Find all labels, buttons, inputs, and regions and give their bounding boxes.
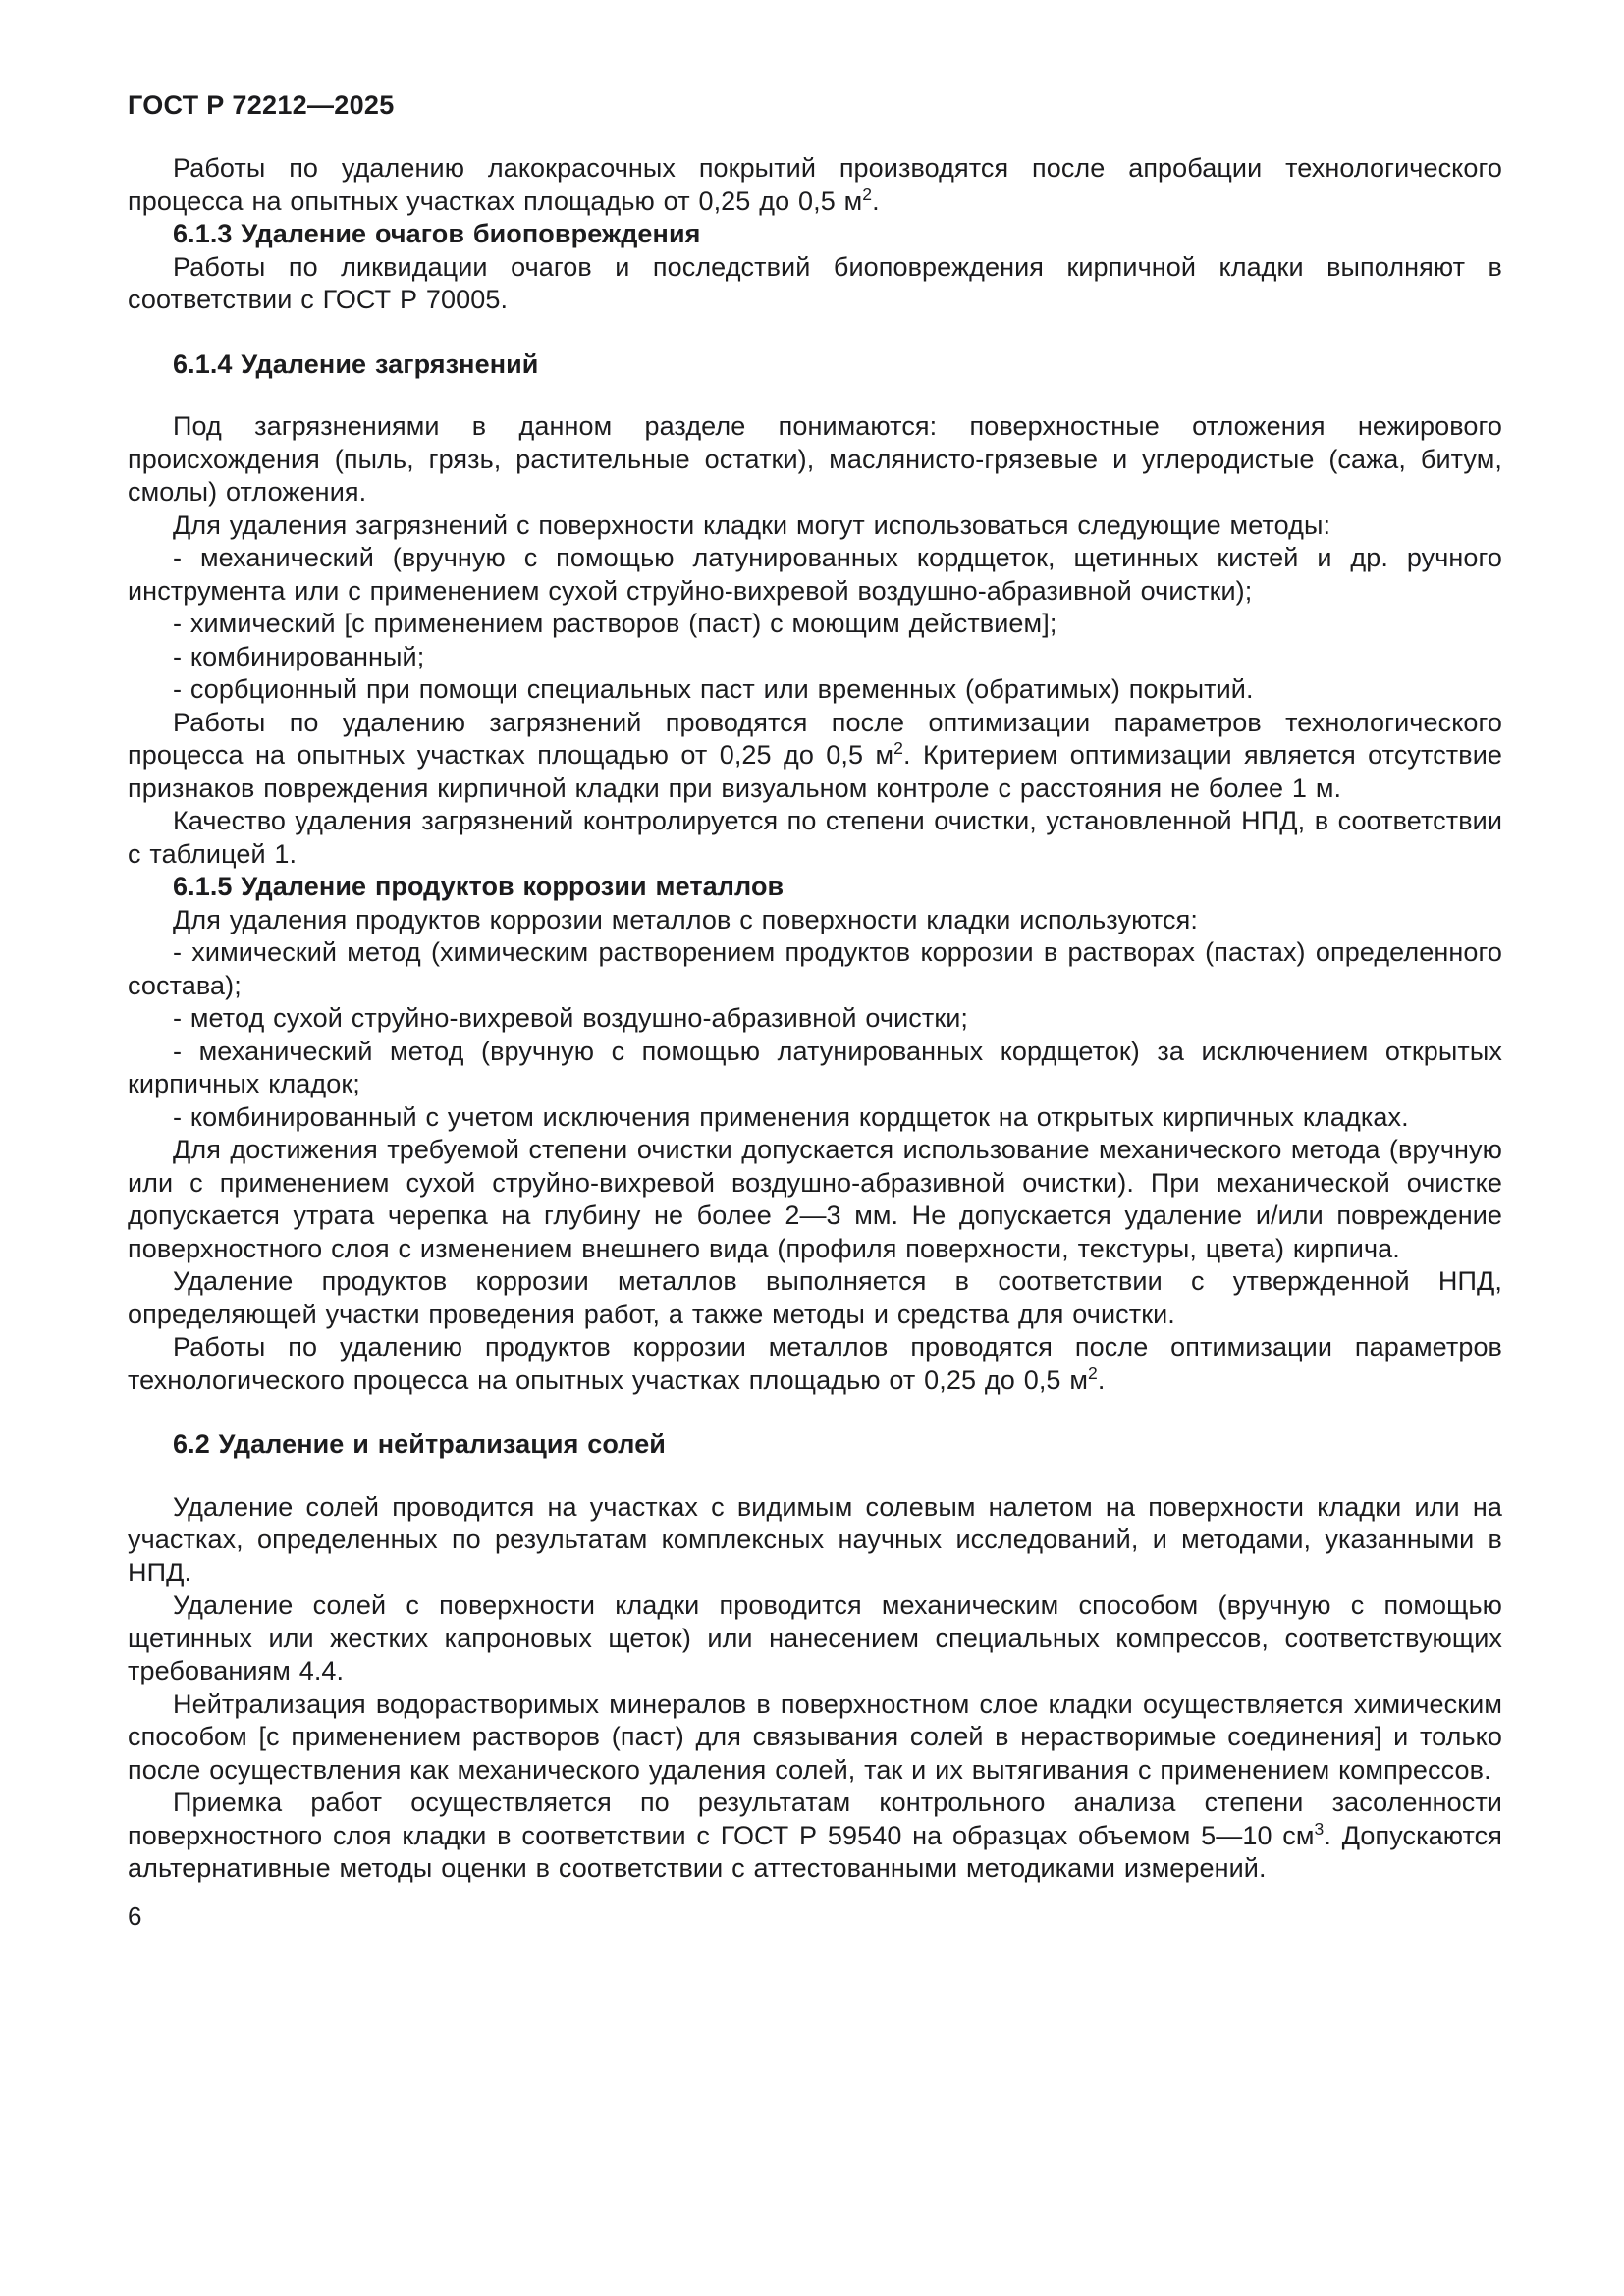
paragraph: - метод сухой струйно-вихревой воздушно-абразивной очистки; xyxy=(173,1003,969,1033)
paragraph: Для удаления загрязнений с поверхности кладки могут использоваться следующие методы: xyxy=(173,509,1331,540)
paragraph: - механический метод (вручную с помощью латунированных кордщеток) за исключением открытых кирпичных кладок; xyxy=(128,1036,1502,1098)
paragraph: Нейтрализация водорастворимых минералов в поверхностном слое кладки осуществляется химическим способом [с применением растворов (паст) для связывания солей в нерастворимые соединения] и только после осуществления как механического удаления солей, так и их вытягивания с применением компрессов. xyxy=(128,1688,1502,1785)
superscript: 3 xyxy=(1314,1818,1325,1839)
paragraph: Удаление продуктов коррозии металлов выполняется в соответствии с утвержденной НПД, определяющей участки проведения работ, а также методы и средства для очистки. xyxy=(128,1266,1502,1329)
paragraph: Для удаления продуктов коррозии металлов с поверхности кладки используются: xyxy=(173,904,1198,934)
paragraph: - комбинированный; xyxy=(173,641,425,671)
page-number: 6 xyxy=(128,1900,142,1931)
paragraph: Для достижения требуемой степени очистки допускается использование механического метода (вручную или с применением сухой струйно-вихревой воздушно-абразивной очистки). При механической очистке допускается утрата черепка на глубину не более 2—3 мм. Не допускается удаление и/или повреждение поверхностного слоя с изменением внешнего вида (профиля поверхности, текстуры, цвета) кирпича. xyxy=(128,1135,1502,1263)
paragraph: Удаление солей с поверхности кладки проводится механическим способом (вручную с помощью щетинных или жестких капроновых щеток) или нанесением специальных компрессов, соответствующих требованиям 4.4. xyxy=(128,1590,1502,1685)
paragraph: Работы по удалению загрязнений проводятся после оптимизации параметров технологического процесса на опытных участках площадью от 0,25 до 0,5 $м^2$. Критерием оптимизации является отсутствие признаков повреждения кирпичной кладки при визуальном контроле с расстояния не более 1 м. xyxy=(128,707,1502,803)
paragraph: - химический [с применением растворов (паст) с моющим действием]; xyxy=(173,609,1057,638)
paragraph: - комбинированный с учетом исключения применения кордщеток на открытых кирпичных кладках. xyxy=(173,1101,1409,1132)
paragraph: - сорбционный при помощи специальных паст или временных (обратимых) покрытий. xyxy=(173,674,1254,704)
paragraph: Работы по удалению продуктов коррозии металлов проводятся после оптимизации параметров технологического процесса на опытных участках площадью от 0,25 до 0,5 $м^2$. xyxy=(128,1332,1502,1395)
paragraph: Удаление солей проводится на участках с видимым солевым налетом на поверхности кладки или на участках, определенных по результатам комплексных научных исследований, и методами, указанными в НПД. xyxy=(128,1491,1502,1587)
section-heading: 6.1.5 Удаление продуктов коррозии металлов xyxy=(173,872,785,901)
paragraph: Работы по удалению лакокрасочных покрытий производятся после апробации технологического процесса на опытных участках площадью от 0,25 до 0,5 $м^2$. xyxy=(128,153,1502,216)
superscript: 2 xyxy=(1088,1362,1098,1383)
superscript: 2 xyxy=(893,738,904,758)
paragraph: Под загрязнениями в данном разделе понимаются: поверхностные отложения нежирового происхождения (пыль, грязь, растительные остатки), маслянисто-грязевые и углеродистые (сажа, битум, смолы) отложения. xyxy=(128,411,1502,507)
superscript: 2 xyxy=(862,184,873,204)
section-heading: 6.1.4 Удаление загрязнений xyxy=(173,348,539,379)
document-body xyxy=(128,152,1502,1886)
paragraph: Качество удаления загрязнений контролируется по степени очистки, установленной НПД, в соответствии с таблицей 1. xyxy=(128,806,1502,869)
paragraph: Работы по ликвидации очагов и последствий биоповреждения кирпичной кладки выполняют в соответствии с ГОСТ Р 70005. xyxy=(128,251,1502,314)
section-heading: 6.2 Удаление и нейтрализация солей xyxy=(173,1429,667,1459)
section-heading: 6.1.3 Удаление очагов биоповреждения xyxy=(173,219,701,248)
paragraph: - химический метод (химическим растворением продуктов коррозии в растворах (пастах) определенного состава); xyxy=(128,937,1502,1000)
paragraph: Приемка работ осуществляется по результатам контрольного анализа степени засоленности поверхностного слоя кладки в соответствии с ГОСТ Р 59540 на образцах объемом 5—10 $см^3$. Допускаются альтернативные методы оценки в соответствии с аттестованными методиками измерений. xyxy=(128,1788,1503,1883)
document-number: ГОСТ Р 72212—2025 xyxy=(128,90,395,120)
paragraph: - механический (вручную с помощью латунированных кордщеток, щетинных кистей и др. ручного инструмента или с применением сухой струйно-вихревой воздушно-абразивной очистки); xyxy=(128,543,1502,606)
